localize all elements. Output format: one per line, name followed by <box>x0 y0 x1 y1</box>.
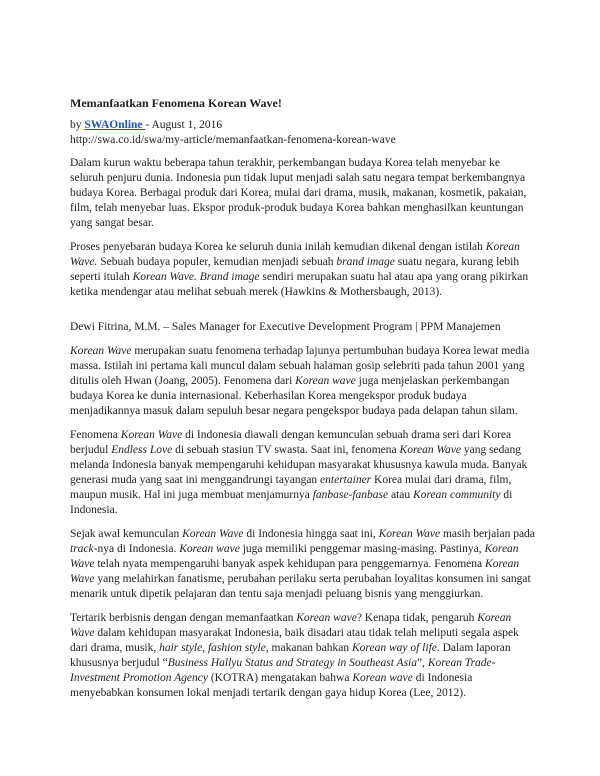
paragraph-3: Korean Wave merupakan suatu fenomena terhadap lajunya pertumbuhan budaya Korea lewat media massa. Istilah ini pertama kali muncul dalam sebuah halaman gosip selebriti pada tahun 2001 yang ditulis oleh Hwan (Joang, 2005). Fenomena dari Korean wave juga menjelaskan perkembangan budaya Korea ke dunia internasional. Keberhasilan Korea mengekspor produk budaya menjadikannya masuk dalam sepuluh besar negara pengekspor budaya pada delapan tahun silam. <box>70 345 530 417</box>
byline <box>70 118 535 133</box>
paragraph-4: Fenomena Korean Wave di Indonesia diawali dengan kemunculan sebuah drama seri dari Korea berjudul Endless Love di sebuah stasiun TV swasta. Saat ini, fenomena Korean Wave yang sedang melanda Indonesia banyak mempengaruhi kehidupan masyarakat khususnya kawula muda. Banyak generasi muda yang saat ini menggandrungi tayangan entertainer Korea mulai dari drama, film, maupun musik. Hal ini juga membuat menjamurnya fanbase-fanbase atau Korean community di Indonesia. <box>70 429 528 516</box>
paragraph-1: Dalam kurun waktu beberapa tahun terakhir, perkembangan budaya Korea telah menyebar ke seluruh penjuru dunia. Indonesia pun tidak luput menjadi salah satu negara tempat berkembangnya budaya Korea. Berbagai produk dari Korea, mulai dari drama, musik, makanan, kosmetik, pakaian, film, telah menyebar luas. Ekspor produk-produk budaya Korea bahkan menghasilkan keuntungan yang sangat besar. <box>70 157 527 229</box>
spacer <box>70 309 535 320</box>
article-url: http://swa.co.id/swa/my-article/memanfaatkan-fenomena-korean-wave <box>70 134 396 146</box>
paragraph-2: Proses penyebaran budaya Korea ke seluruh dunia inilah kemudian dikenal dengan istilah Korean Wave. Sebuah budaya populer, kemudian menjadi sebuah brand image suatu negara, kurang lebih seperti itulah Korean Wave. Brand image sendiri merupakan suatu hal atau apa yang orang pikirkan ketika mendengar atau melihat sebuah merek (Hawkins & Mothersbaugh, 2013). <box>70 241 529 298</box>
article <box>70 96 535 710</box>
publish-date: - August 1, 2016 <box>145 119 223 131</box>
byline-prefix: by <box>70 119 85 131</box>
author-link[interactable]: SWAOnline <box>84 119 146 131</box>
paragraph-5: Sejak awal kemunculan Korean Wave di Indonesia hingga saat ini, Korean Wave masih berjalan pada track-nya di Indonesia. Korean wave juga memiliki penggemar masing-masing. Pastinya, Korean Wave telah nyata mempengaruhi banyak aspek kehidupan para penggemarnya. Fenomena Korean Wave yang melahirkan fanatisme, perubahan perilaku serta perubahan loyalitas konsumen ini sangat menarik untuk dipetik pelajaran dan tentu saja menjadi peluang bisnis yang menggiurkan. <box>70 528 535 600</box>
article-title: Memanfaatkan Fenomena Korean Wave! <box>70 96 282 110</box>
source-line: Dewi Fitrina, M.M. – Sales Manager for Executive Development Program | PPM Manajemen <box>70 321 501 333</box>
paragraph-6: Tertarik berbisnis dengan dengan memanfaatkan Korean wave? Kenapa tidak, pengaruh Korean Wave dalam kehidupan masyarakat Indonesia, baik disadari atau tidak telah meliputi segala aspek dari drama, musik, hair style, fashion style, makanan bahkan Korean way of life. Dalam laporan khususnya berjudul “Business Hallyu Status and Strategy in Southeast Asia”, Korean Trade-Investment Promotion Agency (KOTRA) mengatakan bahwa Korean wave di Indonesia menyebabkan konsumen lokal menjadi tertarik dengan gaya hidup Korea (Lee, 2012). <box>70 612 519 699</box>
